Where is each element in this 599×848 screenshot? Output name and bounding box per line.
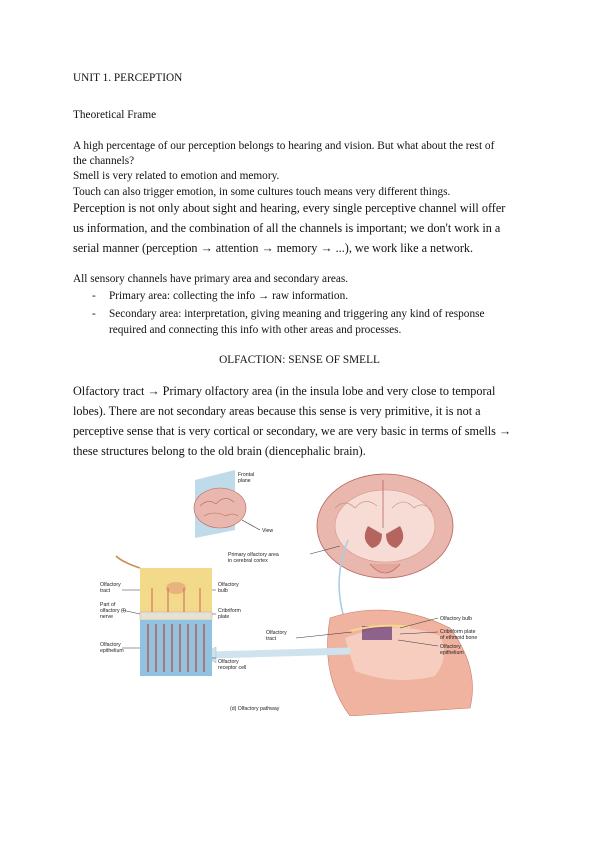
label-primary-olfactory-area: Primary olfactory area <box>228 552 279 558</box>
label-frontal-plane: plane <box>238 478 251 484</box>
bullet-secondary-area-cont: required and connecting this info with other areas and processes. <box>109 324 402 336</box>
label-olfactory-tract-right: Olfactory <box>266 630 287 636</box>
areas-intro: All sensory channels have primary area and secondary areas. <box>73 273 349 285</box>
label-frontal-plane: Frontal <box>238 472 255 478</box>
label-olfactory-bulb-right: Olfactory bulb <box>440 616 473 622</box>
bullet-primary-area: Primary area: collecting the info → raw information. <box>109 290 349 302</box>
label-olfactory-tract-right: tract <box>266 636 277 642</box>
label-olfactory-epithelium-right: Olfactory <box>440 644 461 650</box>
intro-line: Touch can also trigger emotion, in some cultures touch means very different things. <box>73 186 451 198</box>
label-olfactory-bulb-left: bulb <box>218 588 228 594</box>
label-olfactory-bulb-left: Olfactory <box>218 582 239 588</box>
label-olfactory-tract-left: tract <box>100 588 111 594</box>
label-part-of-olfactory-nerve: Part of <box>100 602 116 608</box>
perception-line: serial manner (perception → attention → memory → ...), we work like a network. <box>73 241 474 255</box>
olfaction-line: perceptive sense that is very cortical or secondary, we are very basic in terms of smells → <box>73 424 512 438</box>
perception-line: Perception is not only about sight and hearing, every single perceptive channel will offer <box>73 201 506 215</box>
label-olfactory-receptor-cell: Olfactory <box>218 659 239 665</box>
label-cribriform-plate-left: plate <box>218 614 230 620</box>
label-cribriform-plate-left: Cribriform <box>218 608 241 614</box>
bullet-secondary-area: Secondary area: interpretation, giving meaning and triggering any kind of response <box>109 308 485 320</box>
bullet-dash: - <box>92 308 96 320</box>
label-view: View <box>262 528 274 534</box>
label-part-of-olfactory-nerve: nerve <box>100 614 113 620</box>
label-primary-olfactory-area: in cerebral cortex <box>228 558 268 564</box>
label-part-of-olfactory-nerve: olfactory (I) <box>100 608 126 614</box>
label-olfactory-epithelium-left: epithelium <box>100 648 124 654</box>
olfaction-line: these structures belong to the old brain (diencephalic brain). <box>73 444 366 458</box>
intro-line: Smell is very related to emotion and memory. <box>73 170 280 182</box>
label-olfactory-epithelium-left: Olfactory <box>100 642 121 648</box>
label-olfactory-receptor-cell: receptor cell <box>218 665 247 671</box>
intro-line: A high percentage of our perception belongs to hearing and vision. But what about the rest of <box>73 140 495 152</box>
bullet-dash: - <box>92 290 96 302</box>
olfaction-heading: OLFACTION: SENSE OF SMELL <box>219 354 380 366</box>
nasal-cavity-illustration <box>328 610 473 716</box>
olfactory-pathway-figure <box>100 468 500 716</box>
label-olfactory-epithelium-right: epithelium <box>440 650 464 656</box>
intro-line: the channels? <box>73 155 135 167</box>
perception-line: us information, and the combination of all the channels is important; we don't work in a <box>73 221 501 235</box>
unit-title: UNIT 1. PERCEPTION <box>73 72 183 84</box>
label-cribriform-plate-right: of ethmoid bone <box>440 635 478 641</box>
section-heading: Theoretical Frame <box>73 109 157 121</box>
label-olfactory-tract-left: Olfactory <box>100 582 121 588</box>
figure-caption: (d) Olfactory pathway <box>230 706 280 712</box>
coronal-brain-section <box>317 474 453 578</box>
olfaction-line: Olfactory tract → Primary olfactory area (in the insula lobe and very close to temporal <box>73 384 496 398</box>
olfaction-line: lobes). There are not secondary areas because this sense is very primitive, it is not a <box>73 404 481 418</box>
label-cribriform-plate-right: Cribriform plate <box>440 629 476 635</box>
olfactory-epithelium-detail <box>116 556 212 676</box>
